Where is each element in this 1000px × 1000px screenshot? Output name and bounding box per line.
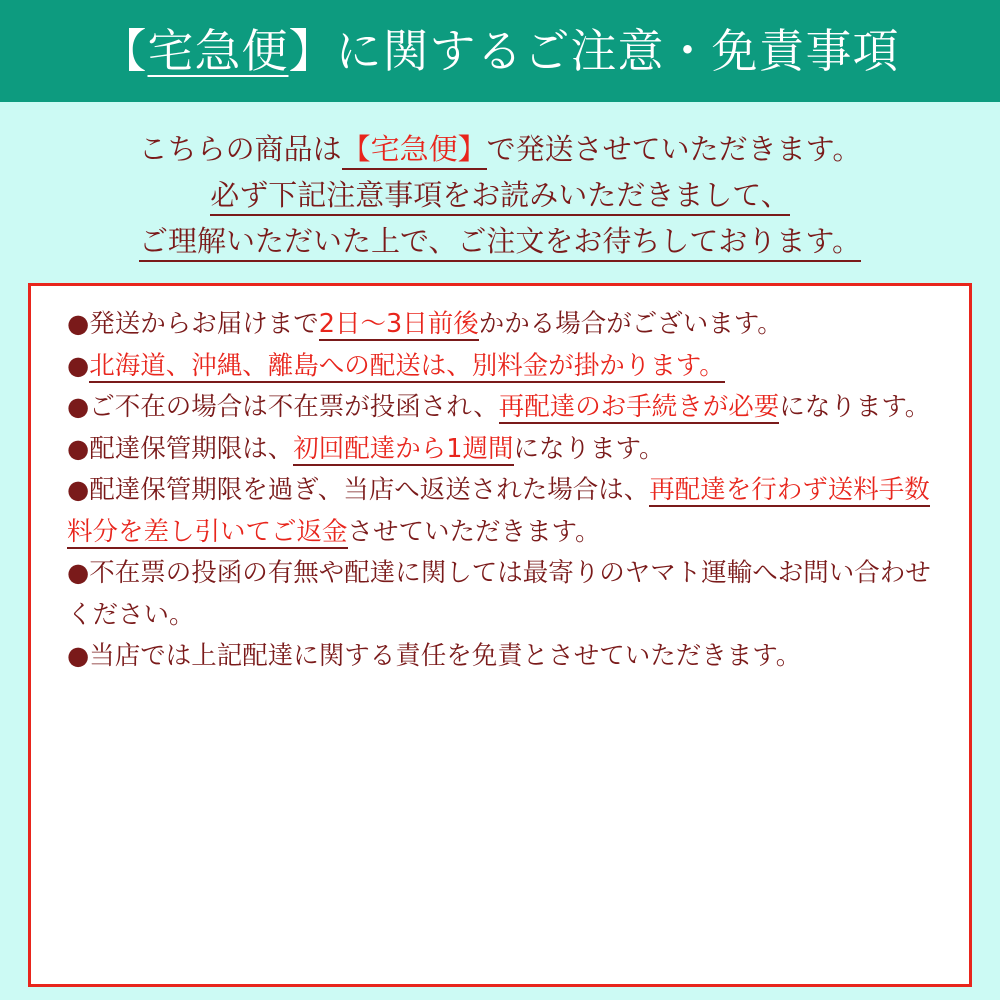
notice-item-delivery-time [67, 304, 937, 346]
notice-4-highlight: 初回配達から1週間 [293, 433, 514, 464]
notice-2-highlight: 北海道、沖縄、離島への配送は、別料金が掛かります。 [89, 350, 725, 381]
notice-1-highlight: 2日〜3日前後 [318, 309, 479, 339]
notice-item-disclaimer [67, 636, 937, 678]
notice-item-refund [67, 470, 937, 553]
intro-line-3-text: ご理解いただいた上で、ご注文をお待ちしております。 [139, 224, 861, 262]
notice-3-text-after: になります。 [779, 392, 931, 422]
bullet-icon: ● [67, 350, 90, 381]
notice-5-text: 配達保管期限を過ぎ、当店へ返送された場合は、 [89, 475, 650, 505]
header-bar [0, 0, 1000, 102]
notice-item-extra-fee [67, 346, 937, 388]
title-bracket-open: 【 [100, 24, 148, 78]
notice-6-text: 不在票の投函の有無や配達に関しては最寄りのヤマト運輸へお問い合わせください。 [67, 558, 931, 630]
notice-4-text: 配達保管期限は、 [89, 433, 294, 464]
intro-line-1-highlight: 【宅急便】 [342, 132, 487, 170]
bullet-icon: ● [67, 558, 90, 588]
intro-line-1-after: で発送させていただきます。 [486, 132, 862, 166]
notice-4-text-after: になります。 [513, 433, 665, 464]
notice-item-storage-period [67, 429, 937, 471]
title-service-name: 宅急便 [147, 24, 289, 78]
intro-text [0, 126, 1000, 264]
title-rest: に関するご注意・免責事項 [335, 24, 900, 78]
notice-3-text: ご不在の場合は不在票が投函され、 [89, 392, 499, 422]
bullet-icon: ● [67, 641, 90, 671]
bullet-icon: ● [67, 309, 90, 339]
notice-item-contact-yamato [67, 553, 937, 636]
intro-line-1 [0, 126, 1000, 172]
intro-line-1-before: こちらの商品は [138, 132, 342, 166]
notice-list [67, 304, 937, 678]
intro-line-3 [0, 218, 1000, 264]
bullet-icon: ● [67, 392, 90, 422]
intro-line-2 [0, 172, 1000, 218]
notice-7-text: 当店では上記配達に関する責任を免責とさせていただきます。 [89, 641, 802, 671]
bullet-icon: ● [67, 475, 90, 505]
notice-5-highlight: 再配達を行わず送料手数料分を差し引いてご返金 [67, 475, 930, 547]
page-title [100, 24, 900, 78]
notice-5-text-after: させていただきます。 [347, 516, 601, 547]
bullet-icon: ● [67, 433, 90, 464]
title-bracket-close: 】 [288, 24, 336, 78]
notice-1-text: 発送からお届けまで [89, 309, 319, 339]
notice-3-highlight: 再配達のお手続きが必要 [498, 392, 780, 422]
notice-1-text-after: かかる場合がございます。 [478, 309, 783, 339]
notice-box [28, 283, 972, 987]
notice-item-absence [67, 387, 937, 429]
intro-line-2-text: 必ず下記注意事項をお読みいただきまして、 [210, 178, 789, 216]
